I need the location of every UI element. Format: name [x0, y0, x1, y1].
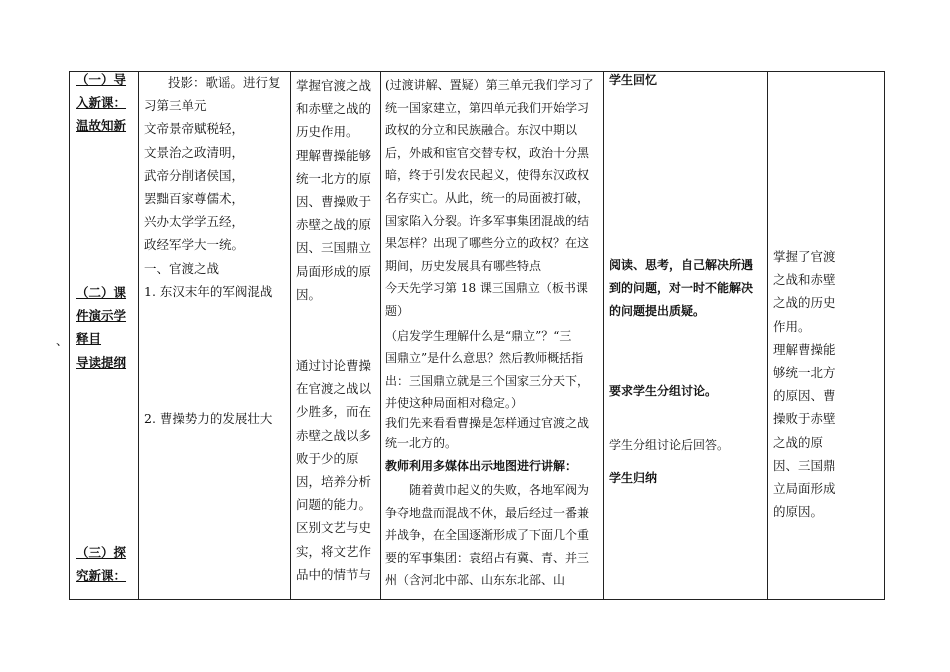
objectives-knowledge: 掌握官渡之战 和赤壁之战的 历史作用。 理解曹操能够 统一北方的原 因、曹操败于 赤壁之战的原 因、三国鼎立 局面形成的原 因。: [296, 78, 372, 302]
section-3-heading: （三）探 究新课：: [76, 545, 127, 584]
section-1-heading: （一）导 入新课： 温故知新: [76, 72, 127, 134]
student-activity-answer: 学生分组讨论后回答。: [609, 438, 730, 452]
column-divider-1: [138, 71, 139, 600]
column-divider-5: [767, 71, 768, 600]
content-outline: 投影：歌谣。进行复 习第三单元 文帝景帝赋税轻， 文景治之政清明， 武帝分削诸侯国， 罢黜百家尊儒术， 兴办太学学五经， 政经军学大一统。 一、官渡之战 1. 东汉末年的军阀混战: [144, 75, 281, 299]
content-item-2: 2. 曹操势力的发展壮大: [144, 411, 273, 426]
student-activity-reading: 阅读、思考，自己解决所遇 到的问题，对一时不能解决 的问题提出质疑。: [609, 258, 754, 319]
student-activity-recall: 学生回忆: [609, 73, 658, 87]
table-left-border: [69, 71, 70, 600]
table-right-border: [884, 71, 885, 600]
student-activity-discussion: 要求学生分组讨论。: [609, 384, 718, 398]
objectives-ability: 通过讨论曹操 在官渡之战以 少胜多，而在 赤壁之战以多 败于少的原 因，培养分析 问题的能力。 区别文艺与史 实，将文艺作 品中的情节与: [296, 358, 372, 582]
section-2-heading: （二）课 件演示学 释目 导读提纲: [76, 285, 127, 370]
table-bottom-border: [69, 599, 885, 600]
stray-mark: 、: [56, 334, 69, 348]
teacher-activity: (过渡讲解、置疑）第三单元我们学习了 统一国家建立，第四单元我们开始学习 政权的分立和民族融合。东汉中期以 后，外戚和宦官交替专权，政治十分黑 暗，终于引发农民起义，使得东汉政权 名存实亡。从此，统一的局面被打破， 国家陷入分裂。许多军事集团混战的结 果怎样？出现了哪些分立的政权？在这 期间，历史发展具有哪些特点 今天先学习第 18 课三国鼎立（板书课 题） （启发学生理解什么是“鼎立”？“三 国鼎立”是什么意思？然后教师概括指 出：三国鼎立就是三个国家三分天下， 并使这种局面相对稳定。） 我们先来看看曹操是怎样通过官渡之战 统一北方的。 教师利用多媒体出示地图进行讲解： 随着黄巾起义的失败，各地军阀为 争夺地盘而混战不休，最后经过一番兼 并战争，在全国逐渐形成了下面几个重 要的军事集团：袁绍占有冀、青、并三 州（含河北中部、山东东北部、山: [385, 78, 594, 588]
student-activity-summary: 学生归纳: [609, 471, 658, 485]
column-divider-3: [380, 71, 381, 600]
column-divider-2: [290, 71, 291, 600]
design-intent: 掌握了官渡 之战和赤壁 之战的历史 作用。 理解曹操能 够统一北方 的原因、曹 操败于赤壁 之战的原 因、三国鼎 立局面形成 的原因。: [773, 249, 836, 520]
column-divider-4: [603, 71, 604, 600]
